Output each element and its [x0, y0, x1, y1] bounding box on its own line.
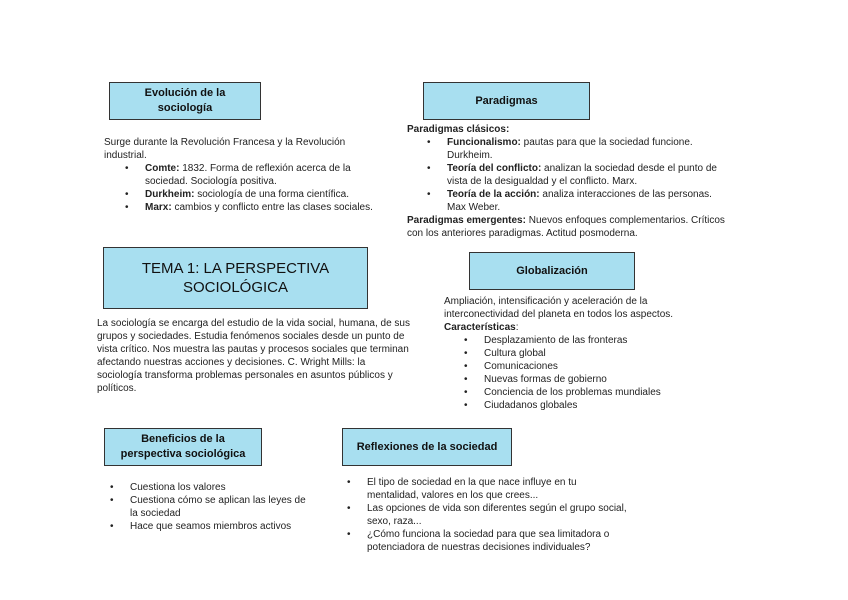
item-term: Marx: — [145, 202, 172, 213]
paradigmas-clasicos-label: Paradigmas clásicos: — [407, 124, 510, 135]
globalizacion-list — [444, 334, 676, 412]
beneficios-list — [130, 481, 310, 533]
evolucion-title: Evolución de la sociología — [144, 87, 226, 114]
item-term: Durkheim: — [145, 189, 195, 200]
item-text: analizan la sociedad desde el punto de vista de la desigualdad y el conflicto. Marx. — [447, 163, 717, 187]
list-item: • El tipo de sociedad en la que nace influye en tu mentalidad, valores en los que crees... — [367, 476, 629, 502]
tema-title-box — [103, 247, 368, 309]
globalizacion-title-box — [469, 252, 635, 290]
paradigmas-title: Paradigmas — [475, 94, 538, 107]
list-item: • Cuestiona cómo se aplican las leyes de la sociedad — [130, 494, 310, 520]
list-item: • ¿Cómo funciona la sociedad para que sea limitadora o potenciadora de nuestras decisiones individuales? — [367, 528, 629, 554]
item-term: Funcionalismo: — [447, 137, 521, 148]
globalizacion-section — [444, 295, 676, 412]
evolucion-intro: Surge durante la Revolución Francesa y la Revolución industrial. — [104, 137, 346, 161]
page-title: TEMA 1: LA PERSPECTIVA SOCIOLÓGICA — [141, 259, 330, 296]
item-text: analiza interacciones de las personas. Max Weber. — [447, 189, 712, 213]
beneficios-title: Beneficios de la perspectiva sociológica — [120, 433, 246, 460]
paradigmas-list — [407, 136, 725, 214]
reflexiones-list — [367, 476, 629, 554]
paradigmas-title-box — [423, 82, 590, 120]
paradigmas-section — [407, 123, 725, 240]
reflexiones-section — [367, 476, 629, 554]
beneficios-title-box — [104, 428, 262, 466]
item-term: Comte: — [145, 163, 180, 174]
list-item — [145, 162, 374, 188]
item-term: Teoría del conflicto: — [447, 163, 542, 174]
list-item: • Comunicaciones — [484, 360, 676, 373]
list-item: • Las opciones de vida son diferentes según el grupo social, sexo, raza... — [367, 502, 629, 528]
list-item — [145, 201, 374, 214]
item-text: pautas para que la sociedad funcione. Durkheim. — [447, 137, 693, 161]
list-item: • Hace que seamos miembros activos — [130, 520, 310, 533]
item-term: Teoría de la acción: — [447, 189, 540, 200]
list-item: • Nuevas formas de gobierno — [484, 373, 676, 386]
reflexiones-title-box — [342, 428, 512, 466]
list-item: • Desplazamiento de las fronteras — [484, 334, 676, 347]
list-item: • Cuestiona los valores — [130, 481, 310, 494]
globalizacion-title: Globalización — [516, 264, 588, 277]
list-item — [447, 136, 725, 162]
list-item — [145, 188, 374, 201]
globalizacion-intro: Ampliación, intensificación y aceleración de la interconectividad del planeta en todos los aspectos. Características: — [444, 296, 674, 333]
list-item: • Cultura global — [484, 347, 676, 360]
list-item: • Ciudadanos globales — [484, 399, 676, 412]
beneficios-section — [130, 481, 310, 533]
evolucion-title-box — [109, 82, 261, 120]
list-item — [447, 188, 725, 214]
evolucion-section — [104, 136, 374, 214]
list-item — [447, 162, 725, 188]
list-item: • Conciencia de los problemas mundiales — [484, 386, 676, 399]
item-text: 1832. Forma de reflexión acerca de la sociedad. Sociología positiva. — [145, 163, 351, 187]
evolucion-list — [104, 162, 374, 214]
item-text: cambios y conflicto entre las clases sociales. — [171, 202, 373, 213]
item-text: sociología de una forma científica. — [194, 189, 349, 200]
tema-description: La sociología se encarga del estudio de la vida social, humana, de sus grupos y sociedades. Estudia fenómenos sociales desde un punto de vista crítico. Nos muestra las pautas y procesos sociales que terminan afectando nuestras acciones y decisiones. C. Wright Mills: la sociología transforma problemas personales en asuntos públicos y políticos. — [97, 318, 410, 394]
reflexiones-title: Reflexiones de la sociedad — [356, 440, 498, 453]
paradigmas-emergentes: Paradigmas emergentes: Nuevos enfoques complementarios. Críticos con los anteriores paradigmas. Actitud posmoderna. — [407, 215, 725, 239]
